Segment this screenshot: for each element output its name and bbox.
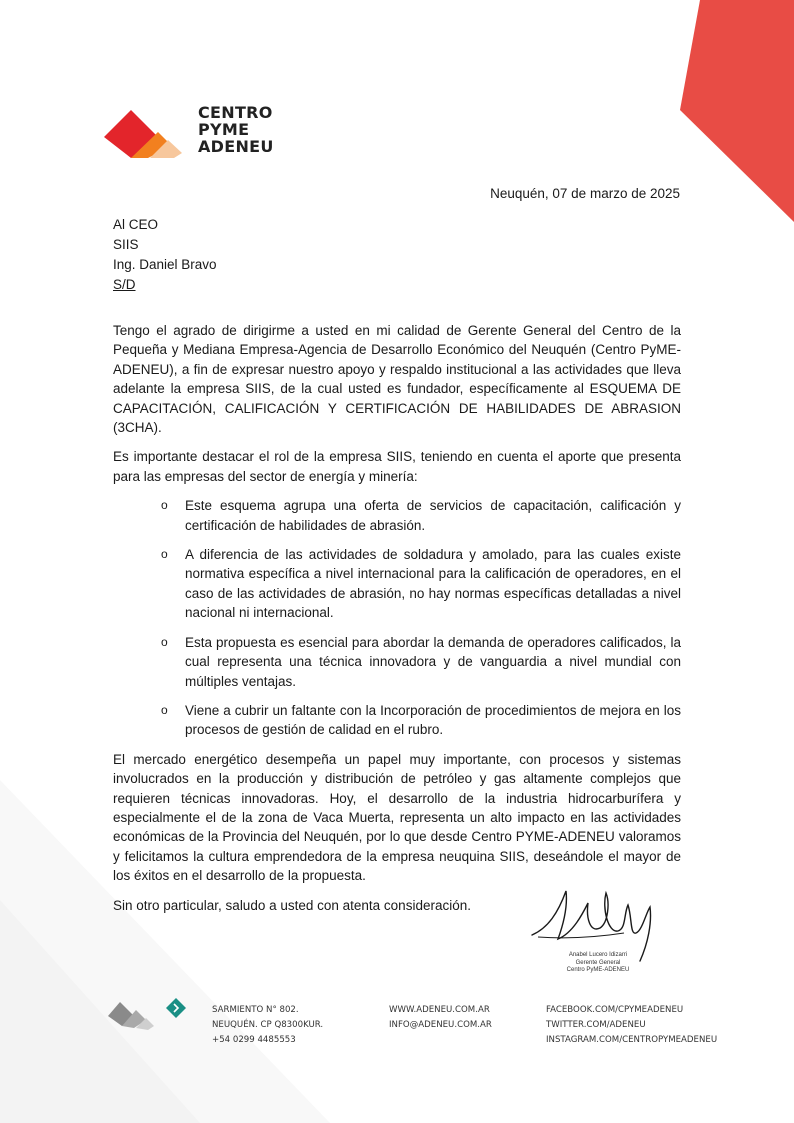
paragraph-role: Es importante destacar el rol de la empresa SIIS, teniendo en cuenta el aporte que presenta para las empresas del sector de energía y minería:: [113, 449, 681, 484]
footer-social: [546, 1003, 717, 1048]
recipient-line-2: SIIS: [113, 237, 139, 252]
bullet-marker: o: [161, 634, 168, 649]
recipient-block: [113, 215, 217, 295]
footer-web: [389, 1003, 492, 1033]
letter-body: [113, 321, 681, 925]
footer-twitter-link[interactable]: TWITTER.COM/ADENEU: [546, 1020, 646, 1030]
footer-phone: +54 0299 4485553: [212, 1035, 296, 1045]
logo-line-2: PYME: [198, 120, 250, 139]
list-item: [113, 701, 681, 740]
bullet-text: A diferencia de las actividades de soldadura y amolado, para las cuales existe normativa específica a nivel internacional para la calificación de operadores, en el caso de las actividades de abrasión, no hay normas específicas detalladas a nivel nacional ni internacional.: [185, 547, 681, 621]
footer-email-link[interactable]: INFO@ADENEU.COM.AR: [389, 1020, 492, 1030]
footer-address: [212, 1003, 323, 1048]
signatory-role: Gerente General: [575, 959, 621, 966]
bullet-list: [113, 496, 681, 739]
logo-line-1: CENTRO: [198, 103, 273, 122]
list-item: [113, 545, 681, 623]
paragraph-intro: Tengo el agrado de dirigirme a usted en mi calidad de Gerente General del Centro de la Pequeña y Mediana Empresa-Agencia de Desarrollo Económico del Neuquén (Centro PyME-ADENEU), a fin de expresar nuestro apoyo y respaldo institucional a las actividades que lleva adelante la empresa SIIS, de la cual usted es fundador, específicamente al ESQUEMA DE CAPACITACIÓN, CALIFICACIÓN Y CERTIFICACIÓN DE HABILIDADES DE ABRASION (3CHA).: [113, 323, 681, 436]
list-item: [113, 633, 681, 691]
footer-website-link[interactable]: WWW.ADENEU.COM.AR: [389, 1005, 490, 1015]
footer-facebook-link[interactable]: FACEBOOK.COM/CPYMEADENEU: [546, 1005, 684, 1015]
bullet-marker: o: [161, 498, 168, 513]
bullet-marker: o: [161, 547, 168, 562]
signatory-org: Centro PyME-ADENEU: [566, 967, 630, 973]
letter-date: Neuquén, 07 de marzo de 2025: [490, 186, 680, 201]
list-item: [113, 496, 681, 535]
recipient-line-4: S/D: [113, 277, 136, 292]
signature-caption: [548, 952, 648, 975]
logo-line-3: ADENEU: [198, 137, 274, 156]
recipient-line-1: Al CEO: [113, 217, 159, 232]
paragraph-closing: Sin otro particular, saludo a usted con atenta consideración.: [113, 897, 471, 913]
logo-wordmark: [198, 104, 274, 155]
bullet-marker: o: [161, 702, 168, 717]
signatory-name: Anabel Lucero Idizarri: [568, 952, 628, 958]
bullet-text: Viene a cubrir un faltante con la Incorporación de procedimientos de mejora en los procesos de gestión de calidad en el rubro.: [185, 702, 681, 738]
footer-address-line: SARMIENTO N° 802.: [212, 1005, 299, 1015]
footer-logo-icon: [108, 998, 188, 1032]
footer-address-line: NEUQUÉN. CP Q8300KUR.: [212, 1020, 324, 1030]
footer-instagram-link[interactable]: INSTAGRAM.COM/CENTROPYMEADENEU: [546, 1035, 718, 1045]
paragraph-market: El mercado energético desempeña un papel muy importante, con procesos y sistemas involucrados en la producción y distribución de petróleo y gas altamente complejos que requieren técnicas innovadoras. Hoy, el desarrollo de la industria hidrocarburífera y especialmente el de la zona de Vaca Muerta, representa un alto impacto en las actividades económicas de la Provincia del Neuquén, por lo que desde Centro PYME-ADENEU valoramos y felicitamos la cultura emprendedora de la empresa neuquina SIIS, deseándole el mayor de los éxitos en el desarrollo de la propuesta.: [113, 751, 681, 884]
recipient-line-3: Ing. Daniel Bravo: [113, 257, 217, 272]
bullet-text: Esta propuesta es esencial para abordar la demanda de operadores calificados, la cual representa una técnica innovadora y de vanguardia a nivel mundial con múltiples ventajas.: [185, 634, 681, 689]
bullet-text: Este esquema agrupa una oferta de servicios de capacitación, calificación y certificación de habilidades de abrasión.: [185, 498, 681, 533]
